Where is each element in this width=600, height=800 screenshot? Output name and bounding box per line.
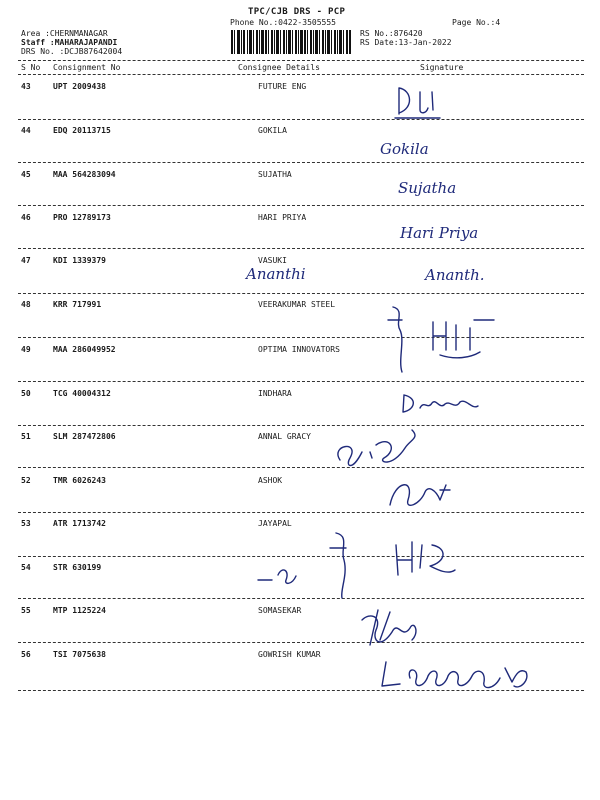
row-sno: 47 [21, 256, 31, 265]
rs-number: RS No.:876420 [360, 29, 423, 38]
row-sno: 52 [21, 476, 31, 485]
row-consignment: STR 630199 [53, 563, 102, 572]
row-consignee: JAYAPAL [258, 519, 292, 528]
col-consignee: Consignee Details [238, 63, 320, 72]
row-consignment: MTP 1125224 [53, 606, 106, 615]
row-consignee: GOKILA [258, 126, 287, 135]
staff-label: Staff :MAHARAJAPANDI [21, 38, 118, 47]
row-consignment: MAA 564283094 [53, 170, 116, 179]
row-consignee: ANNAL GRACY [258, 432, 311, 441]
row-consignment: TMR 6026243 [53, 476, 106, 485]
row-sno: 50 [21, 389, 31, 398]
row-consignee: HARI PRIYA [258, 213, 307, 222]
row-consignment: TCG 40004312 [53, 389, 111, 398]
row-sno: 43 [21, 82, 31, 91]
row-sno: 46 [21, 213, 31, 222]
rs-date: RS Date:13-Jan-2022 [360, 38, 452, 47]
row-consignee: VASUKI [258, 256, 287, 265]
row-consignment: ATR 1713742 [53, 519, 106, 528]
bracket-48-49 [388, 307, 402, 372]
handwriting-44: Gokila [380, 140, 429, 158]
row-consignment: EDQ 20113715 [53, 126, 111, 135]
row-consignee: FUTURE ENG [258, 82, 307, 91]
row-consignment: KRR 717991 [53, 300, 102, 309]
signature-50 [403, 395, 478, 412]
col-consignment: Consignment No [53, 63, 121, 72]
col-signature: Signature [420, 63, 464, 72]
row-consignee: INDHARA [258, 389, 292, 398]
row-consignee: GOWRISH KUMAR [258, 650, 321, 659]
handwriting-47-left: Ananthi [246, 265, 306, 283]
signature-51 [338, 430, 415, 466]
row-consignment: MAA 286049952 [53, 345, 116, 354]
col-sno: S No [21, 63, 41, 72]
mark-54 [258, 570, 296, 583]
row-consignment: UPT 2009438 [53, 82, 106, 91]
row-sno: 54 [21, 563, 31, 572]
report-title: TPC/CJB DRS - PCP [248, 7, 346, 17]
bracket-53-54 [330, 533, 346, 598]
signature-52 [390, 485, 450, 506]
handwriting-46: Hari Priya [400, 224, 479, 242]
row-consignee: VEERAKUMAR STEEL [258, 300, 336, 309]
row-consignee: SUJATHA [258, 170, 292, 179]
row-consignee: OPTIMA INNOVATORS [258, 345, 340, 354]
signature-55 [362, 610, 416, 645]
row-sno: 56 [21, 650, 31, 659]
area-label: Area :CHERNMANAGAR [21, 29, 108, 38]
signature-53-54 [396, 542, 455, 575]
row-sno: 44 [21, 126, 31, 135]
handwriting-45: Sujatha [398, 179, 457, 197]
row-consignee: SOMASEKAR [258, 606, 302, 615]
page-number: Page No.:4 [452, 18, 501, 27]
row-consignment: KDI 1339379 [53, 256, 106, 265]
row-sno: 48 [21, 300, 31, 309]
signature-48-49 [433, 320, 494, 358]
row-consignment: SLM 287472806 [53, 432, 116, 441]
row-sno: 51 [21, 432, 31, 441]
handwriting-47-right: Ananth. [425, 266, 485, 284]
row-sno: 49 [21, 345, 31, 354]
row-consignee: ASHOK [258, 476, 283, 485]
row-sno: 53 [21, 519, 31, 528]
signature-56 [382, 662, 527, 688]
row-consignment: PRO 12789173 [53, 213, 111, 222]
row-sno: 45 [21, 170, 31, 179]
phone-number: Phone No.:0422-3505555 [230, 18, 336, 27]
row-sno: 55 [21, 606, 31, 615]
row-consignment: TSI 7075638 [53, 650, 106, 659]
signature-43 [395, 88, 440, 118]
drs-number: DRS No. :DCJB87642004 [21, 47, 123, 56]
